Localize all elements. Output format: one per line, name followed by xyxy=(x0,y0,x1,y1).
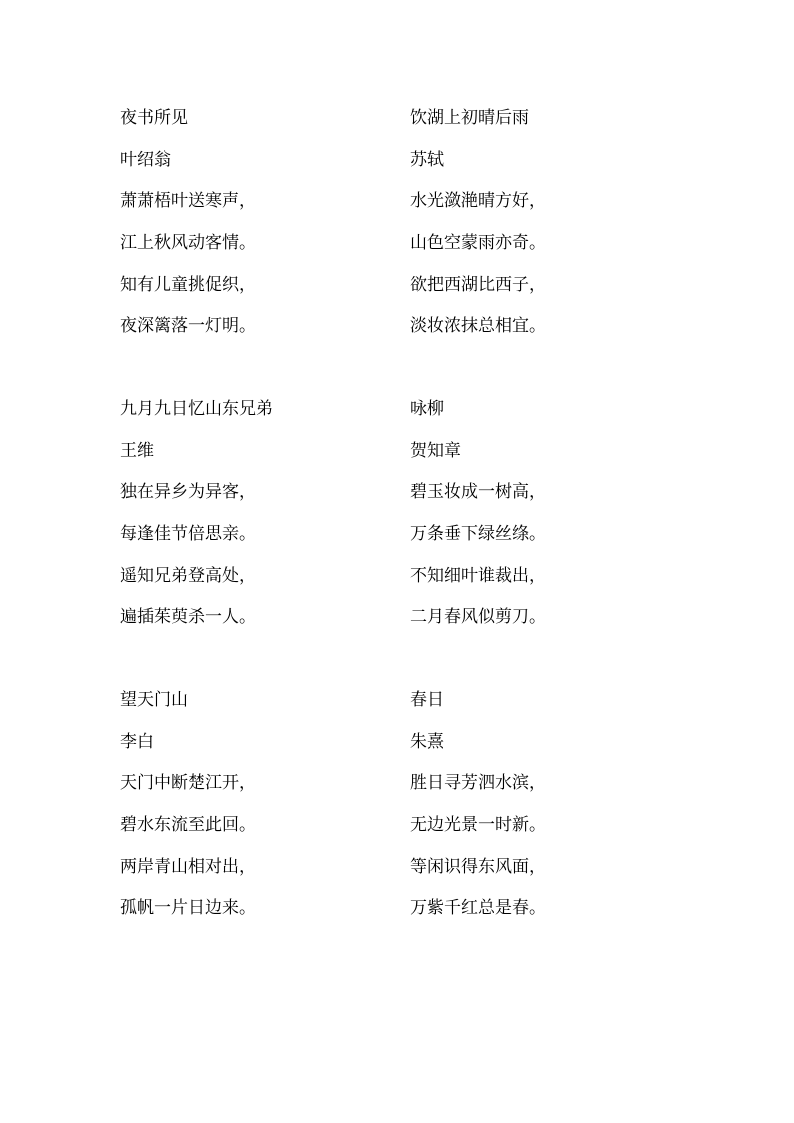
poem-line: 万条垂下绿丝绦。 xyxy=(410,524,546,545)
poem-line: 等闲识得东风面， xyxy=(410,856,546,877)
poem-block xyxy=(410,690,670,940)
poem-line: 碧水东流至此回。 xyxy=(120,815,256,836)
poem-line: 碧玉妆成一树高， xyxy=(410,482,546,503)
poem-author: 叶绍翁 xyxy=(120,149,171,170)
poem-author: 王维 xyxy=(120,440,154,461)
poem-block xyxy=(120,399,380,649)
poem-line: 山色空蒙雨亦奇。 xyxy=(410,233,546,254)
poem-line: 水光潋滟晴方好， xyxy=(410,191,546,212)
poem-title: 春日 xyxy=(410,690,444,710)
poem-block xyxy=(410,399,670,649)
poem-title: 咏柳 xyxy=(410,399,444,419)
poem-author: 苏轼 xyxy=(410,149,444,170)
poem-author: 李白 xyxy=(120,731,154,752)
poem-line: 遥知兄弟登高处， xyxy=(120,565,256,586)
poem-line: 每逢佳节倍思亲。 xyxy=(120,524,256,545)
poem-title: 九月九日忆山东兄弟 xyxy=(120,399,273,419)
poem-block xyxy=(410,108,670,358)
poem-author: 贺知章 xyxy=(410,440,461,461)
poem-line: 不知细叶谁裁出， xyxy=(410,565,546,586)
poem-line: 两岸青山相对出， xyxy=(120,856,256,877)
poem-title: 望天门山 xyxy=(120,690,188,710)
poem-line: 遍插茱萸杀一人。 xyxy=(120,607,256,628)
poem-line: 夜深篱落一灯明。 xyxy=(120,316,256,337)
poem-line: 二月春风似剪刀。 xyxy=(410,607,546,628)
poem-line: 孤帆一片日边来。 xyxy=(120,898,256,919)
poem-line: 独在异乡为异客， xyxy=(120,482,256,503)
poem-title: 饮湖上初晴后雨 xyxy=(410,108,529,128)
poem-line: 江上秋风动客情。 xyxy=(120,233,256,254)
poem-line: 万紫千红总是春。 xyxy=(410,898,546,919)
poem-line: 欲把西湖比西子， xyxy=(410,274,546,295)
poem-block xyxy=(120,690,380,940)
poem-block xyxy=(120,108,380,358)
poem-title: 夜书所见 xyxy=(120,108,188,128)
poem-line: 天门中断楚江开， xyxy=(120,773,256,794)
poem-line: 淡妆浓抹总相宜。 xyxy=(410,316,546,337)
poem-line: 无边光景一时新。 xyxy=(410,815,546,836)
poem-line: 萧萧梧叶送寒声， xyxy=(120,191,256,212)
poem-line: 知有儿童挑促织， xyxy=(120,274,256,295)
poem-line: 胜日寻芳泗水滨， xyxy=(410,773,546,794)
poem-author: 朱熹 xyxy=(410,731,444,752)
